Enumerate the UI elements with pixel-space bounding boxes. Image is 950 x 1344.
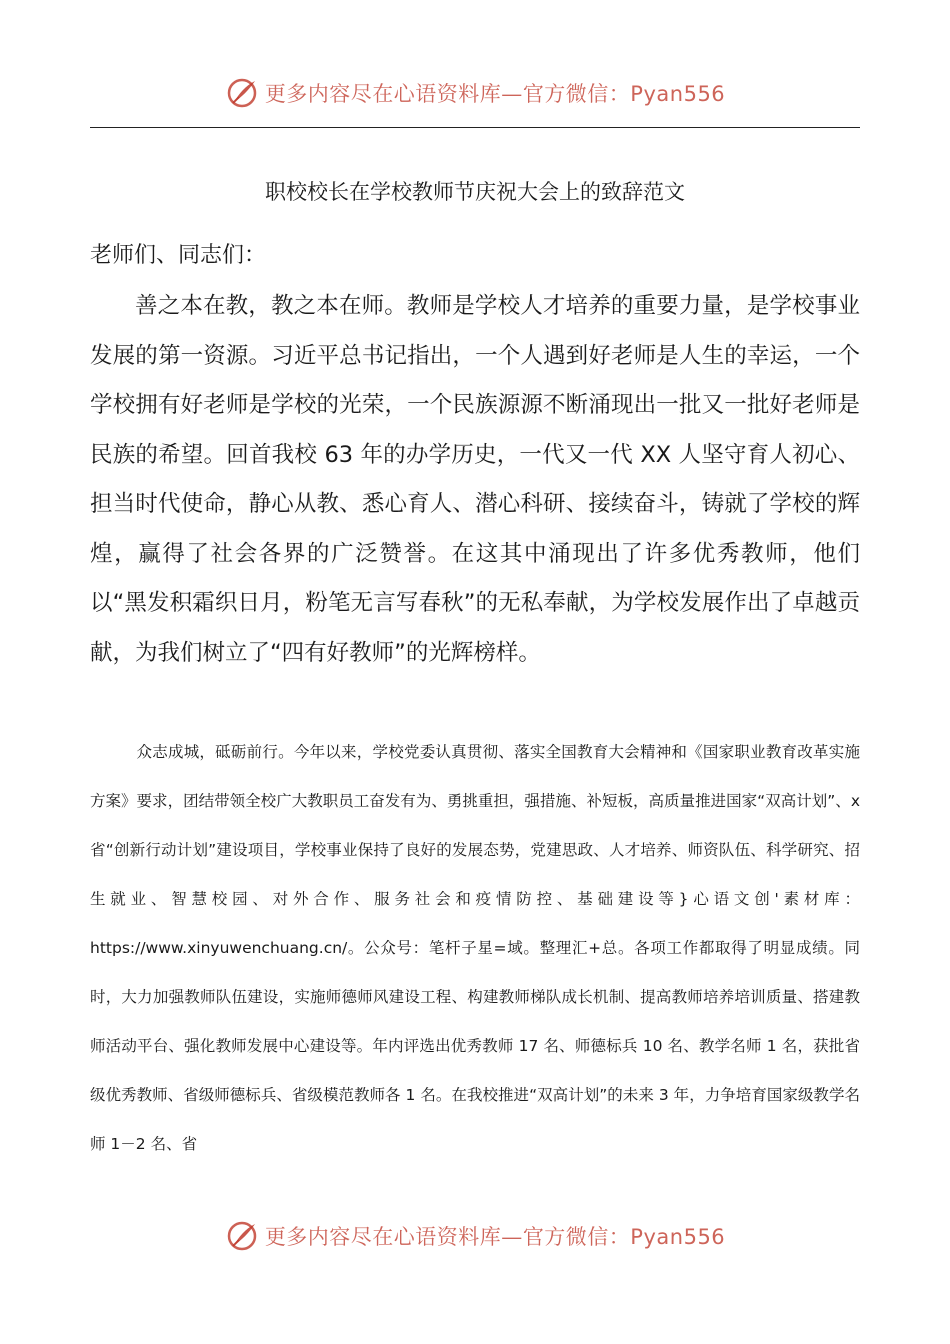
body-paragraph-2: 众志成城，砥砺前行。今年以来，学校党委认真贯彻、落实全国教育大会精神和《国家职业教育改革实施方案》要求，团结带领全校广大教职员工奋发有为、勇挑重担，强措施、补短板，高质量推进国家“双高计划”、x 省“创新行动计划”建设项目，学校事业保持了良好的发展态势，党建思政、人才培养、师资队伍、科学研究、招生就业、智慧校园、对外合作、服务社会和疫情防控、基础建设等}心语文创'素材库：https://www.xinyuwenchuang.cn/。公众号：笔杆子星=域。整理汇+总。各项工作都取得了明显成绩。同时，大力加强教师队伍建设，实施师德师风建设工程、构建教师梯队成长机制、提高教师培养培训质量、搭建教师活动平台、强化教师发展中心建设等。年内评选出优秀教师 17 名、师德标兵 10 名、教学名师 1 名，获批省级优秀教师、省级师德标兵、省级模范教师各 1 名。在我校推进“双高计划”的未来 3 年，力争培育国家级教学名师 1－2 名、省	[90, 743, 860, 1153]
salutation: 老师们、同志们：	[90, 243, 267, 268]
footer-watermark	[0, 1216, 950, 1256]
watermark-text: 更多内容尽在心语资料库—官方微信：Pyan556	[264, 82, 726, 106]
quill-logo-icon	[225, 1219, 259, 1253]
quill-logo-icon	[225, 76, 259, 110]
document-title: 职校校长在学校教师节庆祝大会上的致辞范文	[265, 180, 685, 204]
header-divider	[90, 127, 860, 128]
header-watermark	[0, 73, 950, 113]
body-paragraph-1: 善之本在教，教之本在师。教师是学校人才培养的重要力量，是学校事业发展的第一资源。习近平总书记指出，一个人遇到好老师是人生的幸运，一个学校拥有好老师是学校的光荣，一个民族源源不断涌现出一批又一批好老师是民族的希望。回首我校 63 年的办学历史，一代又一代 XX 人坚守育人初心、担当时代使命，静心从教、悉心育人、潜心科研、接续奋斗，铸就了学校的辉煌，赢得了社会各界的广泛赞誉。在这其中涌现出了许多优秀教师，他们以“黑发积霜织日月，粉笔无言写春秋”的无私奉献，为学校发展作出了卓越贡献，为我们树立了“四有好教师”的光辉榜样。	[90, 293, 860, 666]
watermark-text: 更多内容尽在心语资料库—官方微信：Pyan556	[264, 1225, 726, 1249]
